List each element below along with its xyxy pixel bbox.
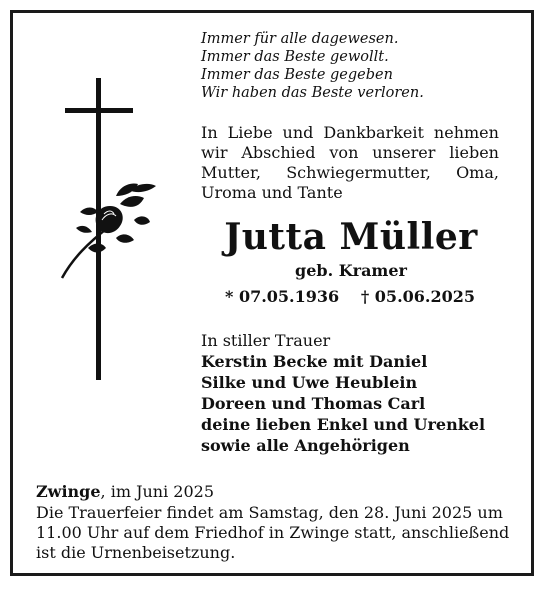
word: von [329,143,359,162]
cross-with-rose-icon [58,78,178,383]
funeral-info [36,503,512,563]
farewell-text [201,123,499,203]
deceased-name: Jutta Müller [224,216,478,258]
poem-line: Immer das Beste gewollt. [201,49,389,65]
word: lieben [449,143,499,162]
mourners-list [201,351,485,456]
mourning-label: In stiller Trauer [201,331,331,350]
word: Schwiegermutter, [286,163,431,182]
word: unserer [372,143,436,162]
place-name: Zwinge [36,482,101,501]
word: Oma, [456,163,499,182]
death-date: † 05.06.2025 [360,287,475,306]
word: Mutter, [201,163,261,182]
poem-line: Immer für alle dagewesen. [201,31,399,47]
birth-name: geb. Kramer [295,261,407,280]
farewell-line [201,163,499,183]
word: Liebe [227,123,273,142]
mourner-entry: sowie alle Angehörigen [201,436,410,455]
word: nehmen [433,123,499,142]
memorial-poem [201,30,424,102]
life-dates [225,286,475,308]
word: Dankbarkeit [323,123,424,142]
word: und [282,123,314,142]
mourner-entry: Silke und Uwe Heublein [201,373,418,392]
place-and-date [36,482,214,502]
word: wir [201,143,228,162]
mourner-entry: Kerstin Becke mit Daniel [201,352,428,371]
poem-line: Immer das Beste gegeben [201,67,393,83]
poem-line: Wir haben das Beste verloren. [201,85,424,101]
notice-date: , im Juni 2025 [100,482,215,501]
farewell-line [201,123,499,143]
birth-date: * 07.05.1936 [225,287,340,306]
funeral-line: 11.00 Uhr auf dem Friedhof in Zwinge statt, anschließend [36,523,510,542]
funeral-line: Die Trauerfeier findet am Samstag, den 28. Juni 2025 um [36,503,503,522]
word: In [201,123,218,142]
mourner-entry: Doreen und Thomas Carl [201,394,426,413]
mourner-entry: deine lieben Enkel und Urenkel [201,415,486,434]
farewell-line [201,143,499,163]
funeral-line: ist die Urnenbeisetzung. [36,543,236,562]
farewell-line: Uroma und Tante [201,183,343,202]
word: Abschied [241,143,316,162]
